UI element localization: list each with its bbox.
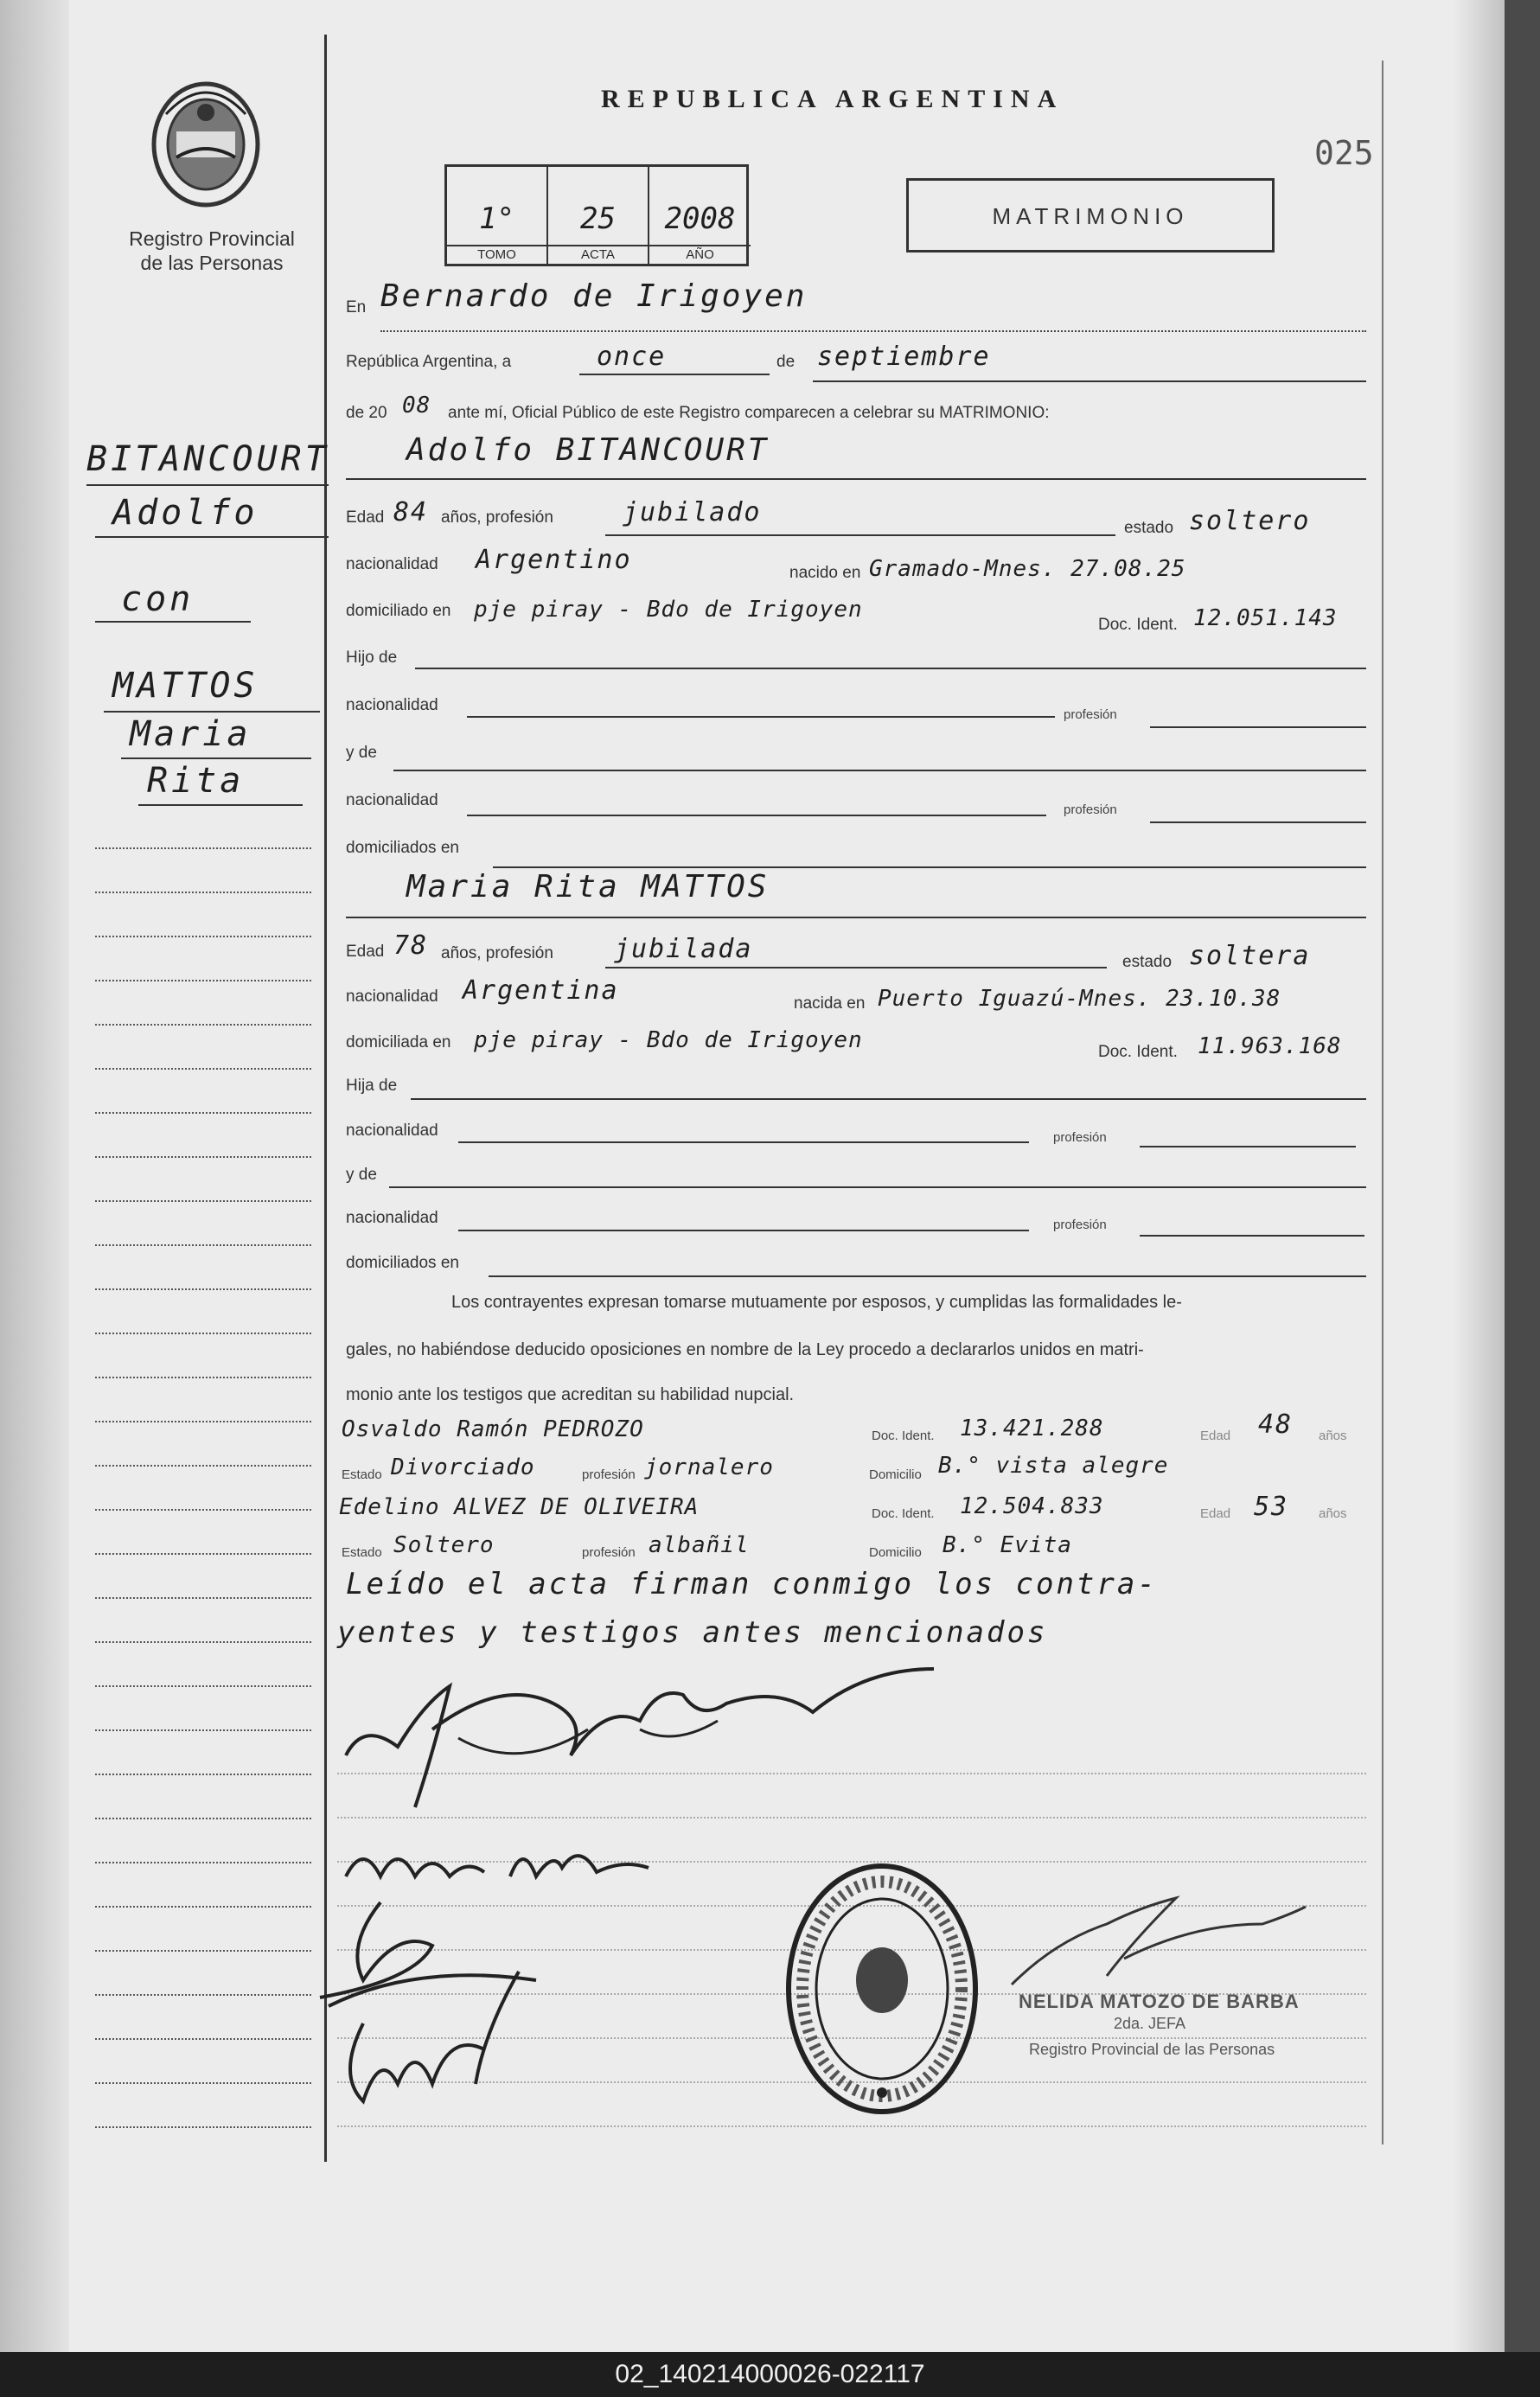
bride-age: 78 xyxy=(393,930,429,961)
groom-profession: jubilado xyxy=(623,497,762,527)
acta-value: 25 xyxy=(580,201,616,236)
groom-profesion-label: años, profesión xyxy=(441,508,553,527)
witness1-profesion-label: profesión xyxy=(582,1467,636,1482)
margin-underline xyxy=(121,757,311,759)
margin-ruled-line xyxy=(95,980,311,981)
bride-nacionalidad-label: nacionalidad xyxy=(346,988,438,1006)
margin-ruled-line xyxy=(95,1509,311,1511)
groom-nac3-label: nacionalidad xyxy=(346,791,438,809)
margin-ruled-line xyxy=(95,2082,311,2084)
bride-profession-line xyxy=(605,967,1107,968)
witness1-edad-label: Edad xyxy=(1200,1429,1231,1443)
bride-yde-label: y de xyxy=(346,1166,377,1184)
month-value: septiembre xyxy=(817,342,991,372)
margin-ruled-line xyxy=(95,1641,311,1643)
groom-estado-label: estado xyxy=(1124,519,1174,537)
witness1-name: Osvaldo Ramón PEDROZO xyxy=(342,1416,644,1442)
margin-ruled-line xyxy=(95,1553,311,1555)
margin-note-firstname-3: Rita xyxy=(147,761,245,801)
groom-prof3-label: profesión xyxy=(1064,802,1117,817)
margin-ruled-line xyxy=(95,1818,311,1819)
margin-note-firstname-2: Maria xyxy=(130,714,252,754)
bride-address: pje piray - Bdo de Irigoyen xyxy=(474,1027,863,1053)
margin-ruled-line xyxy=(95,1994,311,1996)
margin-underline xyxy=(95,621,251,623)
witness1-doc-label: Doc. Ident. xyxy=(872,1429,935,1443)
groom-profession-line xyxy=(605,534,1115,536)
acta-cell xyxy=(548,167,649,264)
declaration-line-3: monio ante los testigos que acreditan su habilidad nupcial. xyxy=(346,1385,795,1404)
witness1-domicilio-label: Domicilio xyxy=(869,1467,922,1482)
margin-ruled-line xyxy=(95,1244,311,1246)
groom-age: 84 xyxy=(393,497,429,527)
groom-nacionalidad-label: nacionalidad xyxy=(346,555,438,573)
bride-birthplace: Puerto Iguazú-Mnes. 23.10.38 xyxy=(878,986,1281,1012)
groom-hijo-label: Hijo de xyxy=(346,649,398,667)
witness1-anios-label: años xyxy=(1319,1429,1347,1443)
witness2-doc: 12.504.833 xyxy=(960,1493,1104,1519)
margin-ruled-line xyxy=(95,1685,311,1687)
witness2-domicilio: B.° Evita xyxy=(943,1532,1072,1558)
groom-name-line xyxy=(346,478,1366,480)
margin-ruled-line xyxy=(95,1421,311,1422)
margin-ruled-line xyxy=(95,1333,311,1334)
day-value: once xyxy=(597,342,667,372)
bride-hija-line xyxy=(411,1098,1366,1100)
de-label: de xyxy=(776,353,796,371)
margin-ruled-line xyxy=(95,1862,311,1863)
bride-nac3-label: nacionalidad xyxy=(346,1209,438,1227)
groom-signature xyxy=(329,1652,951,1825)
anio-cell xyxy=(649,167,751,264)
closing-line-1: Leído el acta firman conmigo los contra- xyxy=(346,1567,1158,1601)
margin-ruled-line xyxy=(95,1156,311,1158)
official-signature xyxy=(1003,1889,1314,1993)
witness2-edad-label: Edad xyxy=(1200,1506,1231,1521)
official-stamp xyxy=(783,1859,981,2119)
bride-hija-label: Hija de xyxy=(346,1077,398,1095)
witness2-domicilio-label: Domicilio xyxy=(869,1545,922,1560)
city-value: Bernardo de Irigoyen xyxy=(380,278,808,314)
official-office: Registro Provincial de las Personas xyxy=(1029,2041,1275,2058)
groom-birthplace: Gramado-Mnes. 27.08.25 xyxy=(869,556,1186,582)
groom-hijo-line xyxy=(415,668,1366,669)
bride-yde-line xyxy=(389,1186,1366,1188)
groom-doc: 12.051.143 xyxy=(1193,605,1338,631)
margin-underline xyxy=(86,484,329,486)
anio-value: 2008 xyxy=(664,201,736,236)
groom-nac3-line xyxy=(467,815,1046,816)
registry-line-1: Registro Provincial xyxy=(129,227,295,250)
margin-ruled-line xyxy=(95,1597,311,1599)
bride-nationality: Argentina xyxy=(463,975,619,1006)
bride-name: Maria Rita MATTOS xyxy=(406,869,770,904)
witness1-profession: jornalero xyxy=(644,1454,774,1480)
groom-doc-label: Doc. Ident. xyxy=(1098,616,1178,634)
intro-text: ante mí, Oficial Público de este Registro comparecen a celebrar su MATRIMONIO: xyxy=(448,404,1050,422)
bride-profession: jubilada xyxy=(614,934,753,964)
acta-label: ACTA xyxy=(548,245,648,264)
bride-name-line xyxy=(346,917,1366,918)
bride-prof3-line xyxy=(1140,1235,1364,1237)
official-name: NELIDA MATOZO DE BARBA xyxy=(1019,1991,1300,2012)
margin-ruled-line xyxy=(95,847,311,849)
month-line xyxy=(813,380,1366,382)
witness1-domicilio: B.° vista alegre xyxy=(938,1453,1169,1479)
bride-nac3-line xyxy=(458,1230,1029,1231)
margin-ruled-line xyxy=(95,1950,311,1952)
groom-estado: soltero xyxy=(1189,506,1311,536)
margin-note-con: con xyxy=(121,579,195,619)
witness1-estado-label: Estado xyxy=(342,1467,382,1482)
body-ruled-line xyxy=(337,2125,1366,2127)
margin-ruled-line xyxy=(95,1465,311,1467)
en-label: En xyxy=(346,298,367,316)
witness2-estado-label: Estado xyxy=(342,1545,382,1560)
bride-estado-label: estado xyxy=(1122,953,1173,971)
margin-ruled-line xyxy=(95,1068,311,1070)
tomo-cell xyxy=(447,167,548,264)
tomo-acta-anio-box xyxy=(444,164,749,266)
witness2-doc-label: Doc. Ident. xyxy=(872,1506,935,1521)
tomo-label: TOMO xyxy=(447,245,546,264)
margin-rule xyxy=(324,35,327,2162)
witness2-anios-label: años xyxy=(1319,1506,1347,1521)
margin-ruled-line xyxy=(95,1200,311,1202)
groom-prof2-line xyxy=(1150,726,1366,728)
act-type-box: MATRIMONIO xyxy=(906,178,1275,252)
tomo-value: 1° xyxy=(479,201,514,236)
image-id-footer: 02_140214000026-022117 xyxy=(0,2352,1540,2397)
registry-name xyxy=(104,227,320,275)
official-title: 2da. JEFA xyxy=(1114,2015,1186,2032)
groom-nationality: Argentino xyxy=(476,545,632,575)
folio-number: 025 xyxy=(1314,134,1374,172)
bride-prof3-label: profesión xyxy=(1053,1218,1107,1232)
year-prefix: de 20 xyxy=(346,404,387,422)
margin-note-surname-2: MATTOS xyxy=(112,666,259,706)
witness2-name: Edelino ALVEZ DE OLIVEIRA xyxy=(339,1494,700,1520)
bride-estado: soltera xyxy=(1189,941,1311,971)
right-rule xyxy=(1382,61,1383,2145)
city-line xyxy=(380,330,1366,332)
bride-domiciliados-label: domiciliados en xyxy=(346,1254,459,1272)
bride-domiciliados-line xyxy=(489,1275,1366,1277)
groom-yde-label: y de xyxy=(346,744,377,762)
closing-line-2: yentes y testigos antes mencionados xyxy=(337,1615,1048,1650)
margin-ruled-line xyxy=(95,2038,311,2040)
day-line xyxy=(579,374,770,375)
witness1-estado: Divorciado xyxy=(391,1454,535,1480)
declaration-line-1: Los contrayentes expresan tomarse mutuamente por esposos, y cumplidas las formalidades le- xyxy=(451,1293,1182,1312)
margin-note-surname: BITANCOURT xyxy=(86,439,329,479)
groom-prof2-label: profesión xyxy=(1064,707,1117,722)
declaration-line-2: gales, no habiéndose deducido oposiciones en nombre de la Ley procedo a declararlos unidos en matri- xyxy=(346,1340,1144,1359)
groom-nacido-label: nacido en xyxy=(789,564,861,582)
margin-ruled-line xyxy=(95,1377,311,1378)
margin-ruled-line xyxy=(95,1774,311,1775)
groom-address: pje piray - Bdo de Irigoyen xyxy=(474,597,863,623)
margin-underline xyxy=(138,804,303,806)
margin-ruled-line xyxy=(95,892,311,893)
margin-ruled-line xyxy=(95,1024,311,1026)
margin-ruled-line xyxy=(95,1288,311,1290)
groom-domicilio-label: domiciliado en xyxy=(346,602,451,620)
witness1-doc: 13.421.288 xyxy=(960,1416,1104,1441)
groom-name: Adolfo BITANCOURT xyxy=(406,432,770,468)
witness2-profesion-label: profesión xyxy=(582,1545,636,1560)
groom-domiciliados-line xyxy=(493,866,1366,868)
witness1-age: 48 xyxy=(1258,1409,1294,1440)
province-seal-logo xyxy=(149,80,263,209)
bride-domicilio-label: domiciliada en xyxy=(346,1033,451,1051)
witness2-age: 53 xyxy=(1254,1492,1289,1522)
witness2-profession: albañil xyxy=(649,1532,750,1558)
bride-prof2-label: profesión xyxy=(1053,1130,1107,1145)
margin-ruled-line xyxy=(95,1112,311,1114)
groom-yde-line xyxy=(393,770,1366,771)
republica-label: República Argentina, a xyxy=(346,353,512,371)
margin-ruled-line xyxy=(95,1729,311,1731)
margin-underline xyxy=(104,711,320,713)
country-title: REPUBLICA ARGENTINA xyxy=(601,85,1064,113)
witness-signatures xyxy=(311,1876,588,2119)
year-suffix: 08 xyxy=(402,393,431,419)
page-edge xyxy=(0,0,69,2352)
bride-prof2-line xyxy=(1140,1146,1356,1147)
anio-label: AÑO xyxy=(649,245,751,264)
bride-profesion-label: años, profesión xyxy=(441,944,553,962)
groom-nac2-line xyxy=(467,716,1055,718)
bride-edad-label: Edad xyxy=(346,943,385,961)
bride-doc-label: Doc. Ident. xyxy=(1098,1043,1178,1061)
groom-prof3-line xyxy=(1150,821,1366,823)
groom-nac2-label: nacionalidad xyxy=(346,696,438,714)
margin-ruled-line xyxy=(95,1906,311,1908)
registry-line-2: de las Personas xyxy=(140,252,284,274)
groom-domiciliados-label: domiciliados en xyxy=(346,839,459,857)
bride-nac2-label: nacionalidad xyxy=(346,1122,438,1140)
margin-ruled-line xyxy=(95,936,311,937)
margin-underline xyxy=(95,536,329,538)
margin-ruled-line xyxy=(95,2126,311,2128)
bride-nac2-line xyxy=(458,1141,1029,1143)
margin-note-firstname: Adolfo xyxy=(112,493,259,533)
bride-doc: 11.963.168 xyxy=(1198,1033,1342,1059)
witness2-estado: Soltero xyxy=(393,1532,495,1558)
bride-nacida-label: nacida en xyxy=(794,994,866,1013)
groom-edad-label: Edad xyxy=(346,508,385,527)
